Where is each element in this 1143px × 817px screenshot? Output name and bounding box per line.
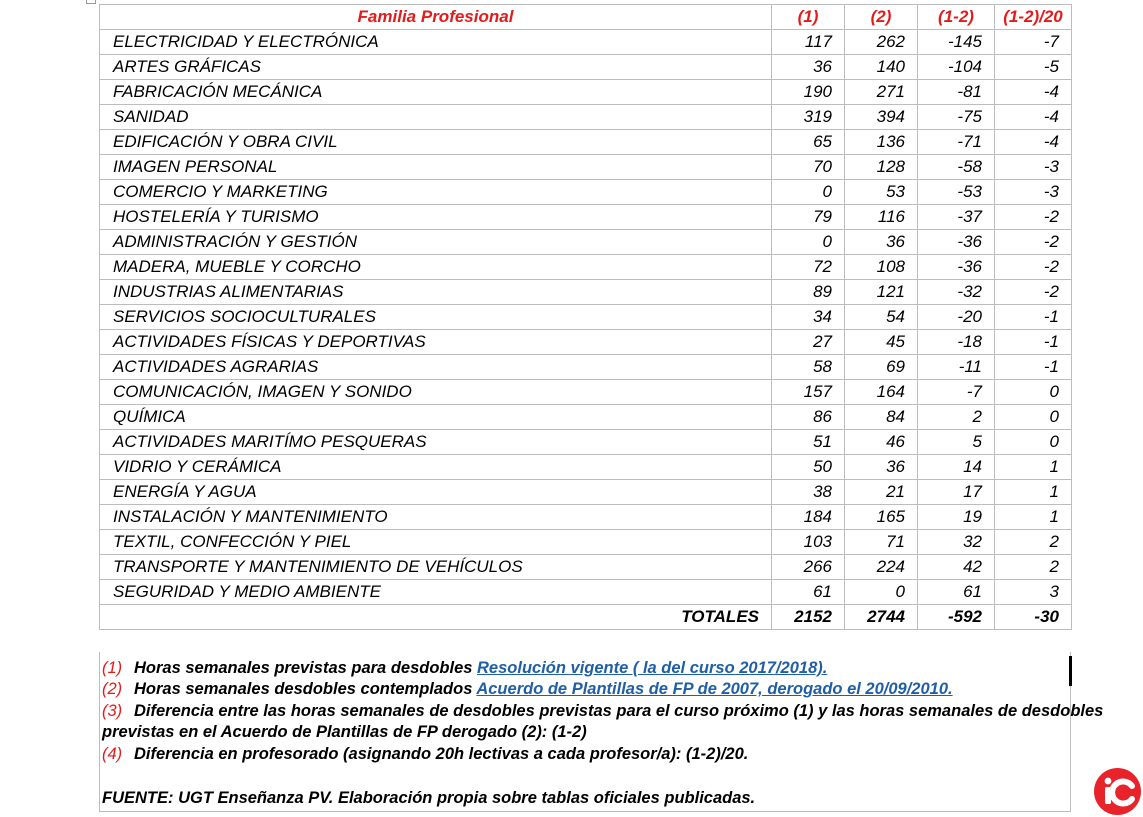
cell-col1: 184 [772,505,845,530]
cell-col2: 71 [845,530,918,555]
table-row [100,255,1072,280]
cell-col1: 72 [772,255,845,280]
table-row [100,555,1072,580]
cell-col2: 21 [845,480,918,505]
cell-col1: 190 [772,80,845,105]
note-2-number: (2) [102,680,123,698]
cell-diff20: 0 [995,430,1072,455]
cell-name: IMAGEN PERSONAL [100,155,772,180]
cell-diff20: -2 [995,255,1072,280]
cell-col2: 45 [845,330,918,355]
cell-diff: -20 [918,305,995,330]
source-note: FUENTE: UGT Enseñanza PV. Elaboración propia sobre tablas oficiales publicadas. [102,789,756,807]
cell-col1: 50 [772,455,845,480]
cell-col1: 51 [772,430,845,455]
header-diff20: (1-2)/20 [995,5,1072,30]
cell-name: EDIFICACIÓN Y OBRA CIVIL [100,130,772,155]
cell-diff20: -2 [995,205,1072,230]
note-2-link[interactable]: Acuerdo de Plantillas de FP de 2007, derogado el 20/09/2010. [476,680,953,698]
cell-name: COMUNICACIÓN, IMAGEN Y SONIDO [100,380,772,405]
cell-col1: 89 [772,280,845,305]
table-row [100,380,1072,405]
cell-name: ARTES GRÁFICAS [100,55,772,80]
corner-marker [86,0,96,4]
cell-col2: 136 [845,130,918,155]
note-1-text: Horas semanales previstas para desdobles [134,659,478,677]
cell-diff: -36 [918,230,995,255]
cell-diff20: 2 [995,530,1072,555]
cell-diff: -37 [918,205,995,230]
cell-diff: -53 [918,180,995,205]
cell-col2: 84 [845,405,918,430]
cell-col1: 34 [772,305,845,330]
notes-right-bar [1069,656,1072,686]
cell-col1: 38 [772,480,845,505]
table-row [100,305,1072,330]
cell-diff20: -1 [995,330,1072,355]
cell-col2: 36 [845,455,918,480]
note-4-number: (4) [102,745,123,763]
cell-col2: 53 [845,180,918,205]
cell-diff: 17 [918,480,995,505]
note-3-number: (3) [102,702,123,720]
note-1-number: (1) [102,659,123,677]
cell-diff20: 1 [995,505,1072,530]
table-row [100,580,1072,605]
cell-name: FABRICACIÓN MECÁNICA [100,80,772,105]
cell-col2: 165 [845,505,918,530]
cell-col2: 54 [845,305,918,330]
cell-name: COMERCIO Y MARKETING [100,180,772,205]
cell-diff: 2 [918,405,995,430]
cell-col2: 271 [845,80,918,105]
cell-col1: 27 [772,330,845,355]
note-3-continued: previstas en el Acuerdo de Plantillas de FP derogado (2): (1-2) [102,723,587,741]
cell-name: VIDRIO Y CERÁMICA [100,455,772,480]
cell-col1: 103 [772,530,845,555]
cell-diff20: -2 [995,230,1072,255]
table-row [100,130,1072,155]
cell-col2: 36 [845,230,918,255]
table-row [100,505,1072,530]
table-row [100,205,1072,230]
note-4-text: Diferencia en profesorado (asignando 20h lectivas a cada profesor/a): (1-2)/20. [134,745,749,763]
table-row [100,180,1072,205]
cell-col1: 79 [772,205,845,230]
totals-diff20: -30 [995,605,1072,630]
totals-label: TOTALES [100,605,772,630]
cell-diff20: -3 [995,155,1072,180]
cell-diff: -81 [918,80,995,105]
families-table [99,4,1072,630]
cell-name: ENERGÍA Y AGUA [100,480,772,505]
cell-col2: 394 [845,105,918,130]
cell-name: ADMINISTRACIÓN Y GESTIÓN [100,230,772,255]
cell-diff: -145 [918,30,995,55]
cell-diff20: -4 [995,130,1072,155]
cell-name: SANIDAD [100,105,772,130]
cell-col1: 61 [772,580,845,605]
note-4 [102,744,748,764]
table-row [100,455,1072,480]
cell-col1: 266 [772,555,845,580]
cell-diff: -7 [918,380,995,405]
note-3-text: Diferencia entre las horas semanales de desdobles previstas para el curso próximo (1) y las horas semanales de desdobles [134,702,1104,720]
table-row [100,280,1072,305]
cell-diff: -58 [918,155,995,180]
cell-diff20: 2 [995,555,1072,580]
note-2-text: Horas semanales desdobles contemplados [134,680,477,698]
cell-col1: 157 [772,380,845,405]
table-row [100,330,1072,355]
cell-name: INDUSTRIAS ALIMENTARIAS [100,280,772,305]
totals-diff: -592 [918,605,995,630]
cell-diff: -32 [918,280,995,305]
totals-col2: 2744 [845,605,918,630]
cell-diff20: 0 [995,405,1072,430]
table-header-row [100,5,1072,30]
cell-diff20: -1 [995,355,1072,380]
cell-col1: 319 [772,105,845,130]
note-1 [102,658,827,678]
cell-diff: -11 [918,355,995,380]
cell-col2: 116 [845,205,918,230]
cell-diff: -75 [918,105,995,130]
note-2 [102,679,953,699]
table-row [100,430,1072,455]
cell-diff: -71 [918,130,995,155]
cell-diff20: 1 [995,480,1072,505]
table-row [100,55,1072,80]
cell-diff20: -5 [995,55,1072,80]
cell-diff: 61 [918,580,995,605]
cell-name: ACTIVIDADES AGRARIAS [100,355,772,380]
cell-diff: 5 [918,430,995,455]
totals-row [100,605,1072,630]
cell-diff: 32 [918,530,995,555]
cell-col2: 262 [845,30,918,55]
cell-diff20: 1 [995,455,1072,480]
cell-name: MADERA, MUEBLE Y CORCHO [100,255,772,280]
cell-col2: 108 [845,255,918,280]
notes-box [99,652,1104,812]
cell-diff20: -7 [995,30,1072,55]
cell-diff: -104 [918,55,995,80]
cell-diff20: -3 [995,180,1072,205]
note-1-link[interactable]: Resolución vigente ( la del curso 2017/2018). [477,659,828,677]
note-3 [102,701,1103,721]
cell-diff20: 0 [995,380,1072,405]
cell-col2: 69 [845,355,918,380]
header-diff: (1-2) [918,5,995,30]
cell-name: SEGURIDAD Y MEDIO AMBIENTE [100,580,772,605]
cell-col2: 121 [845,280,918,305]
cell-name: ELECTRICIDAD Y ELECTRÓNICA [100,30,772,55]
cell-col2: 46 [845,430,918,455]
cell-diff: 14 [918,455,995,480]
header-familia: Familia Profesional [100,5,772,30]
table-row [100,30,1072,55]
cell-diff: -18 [918,330,995,355]
table-row [100,480,1072,505]
cell-diff20: -2 [995,280,1072,305]
cell-name: ACTIVIDADES FÍSICAS Y DEPORTIVAS [100,330,772,355]
cell-name: SERVICIOS SOCIOCULTURALES [100,305,772,330]
table-row [100,80,1072,105]
cell-col1: 86 [772,405,845,430]
brand-logo-icon [1094,768,1141,815]
totals-col1: 2152 [772,605,845,630]
table-row [100,405,1072,430]
cell-diff20: -4 [995,80,1072,105]
cell-col1: 0 [772,230,845,255]
table-row [100,355,1072,380]
cell-col2: 224 [845,555,918,580]
cell-col2: 140 [845,55,918,80]
header-col2: (2) [845,5,918,30]
cell-diff: 42 [918,555,995,580]
cell-col2: 164 [845,380,918,405]
cell-col1: 0 [772,180,845,205]
cell-diff: 19 [918,505,995,530]
cell-name: TRANSPORTE Y MANTENIMIENTO DE VEHÍCULOS [100,555,772,580]
cell-col1: 65 [772,130,845,155]
cell-name: QUÍMICA [100,405,772,430]
cell-col1: 36 [772,55,845,80]
cell-diff20: 3 [995,580,1072,605]
table-row [100,530,1072,555]
cell-col1: 58 [772,355,845,380]
table-row [100,105,1072,130]
header-col1: (1) [772,5,845,30]
cell-name: TEXTIL, CONFECCIÓN Y PIEL [100,530,772,555]
cell-col2: 128 [845,155,918,180]
cell-name: HOSTELERÍA Y TURISMO [100,205,772,230]
table-row [100,230,1072,255]
cell-diff20: -4 [995,105,1072,130]
cell-col2: 0 [845,580,918,605]
cell-col1: 70 [772,155,845,180]
table-row [100,155,1072,180]
cell-diff: -36 [918,255,995,280]
cell-name: INSTALACIÓN Y MANTENIMIENTO [100,505,772,530]
cell-diff20: -1 [995,305,1072,330]
cell-name: ACTIVIDADES MARITÍMO PESQUERAS [100,430,772,455]
cell-col1: 117 [772,30,845,55]
